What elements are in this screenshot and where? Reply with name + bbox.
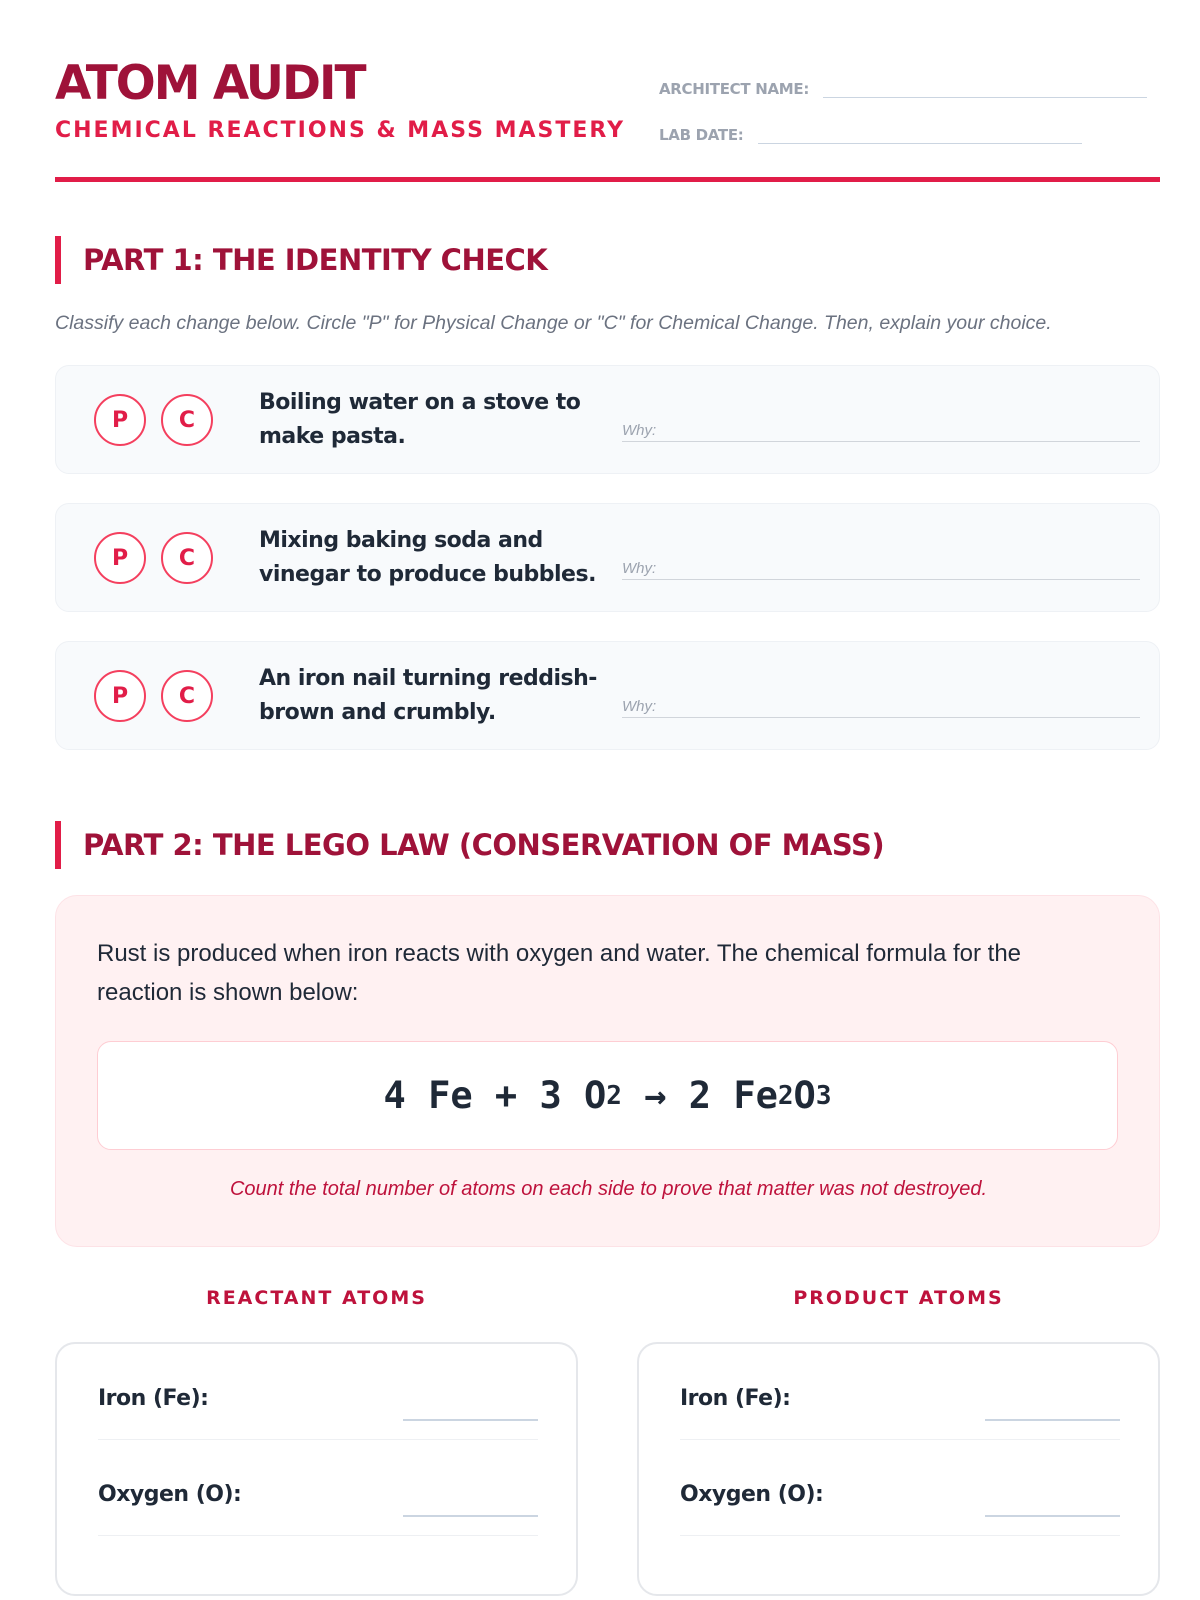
part2-heading [55,821,884,869]
atom-label: Iron (Fe): [98,1386,209,1411]
architect-name-row [659,74,1147,98]
part2-heading-text: PART 2: THE LEGO LAW (CONSERVATION OF MASS) [83,828,885,862]
atom-label: Oxygen (O): [680,1482,824,1507]
equation-oxygen: O [793,1074,816,1117]
iron-count-field[interactable] [403,1419,538,1421]
page-title: ATOM AUDIT [55,56,365,111]
product-atoms-card [637,1342,1160,1596]
chemical-choice[interactable]: C [161,394,213,446]
change-card-3 [55,641,1160,750]
part1-heading-text: PART 1: THE IDENTITY CHECK [83,243,548,277]
equation-arrow-product: → 2 Fe [621,1074,778,1117]
atom-row-oxygen [680,1440,1120,1536]
change-card-1 [55,365,1160,474]
why-answer-field[interactable]: Why: [622,560,1140,580]
iron-count-field[interactable] [985,1419,1120,1421]
atom-row-iron [98,1344,538,1440]
atom-row-iron [680,1344,1120,1440]
oxygen-count-field[interactable] [403,1515,538,1517]
reactant-atoms-label: REACTANT ATOMS [206,1287,427,1309]
part1-instructions: Classify each change below. Circle "P" for Physical Change or "C" for Chemical Change. Then, explain your choice. [55,312,1052,334]
equation-subscript: 3 [815,1080,832,1111]
physical-choice[interactable]: P [94,670,146,722]
worksheet-page [55,0,1160,1600]
change-description: Boiling water on a stove to make pasta. [259,390,581,449]
change-description: An iron nail turning reddish-brown and crumbly. [259,666,597,725]
architect-name-label: ARCHITECT NAME: [659,80,810,98]
oxygen-count-field[interactable] [985,1515,1120,1517]
change-card-2 [55,503,1160,612]
chemical-choice[interactable]: C [161,670,213,722]
chemical-choice[interactable]: C [161,532,213,584]
why-answer-field[interactable]: Why: [622,422,1140,442]
change-description: Mixing baking soda and vinegar to produce bubbles. [259,528,596,587]
physical-choice[interactable]: P [94,394,146,446]
product-atoms-label: PRODUCT ATOMS [793,1287,1004,1309]
part1-heading [55,236,547,284]
page-subtitle: CHEMICAL REACTIONS & MASS MASTERY [55,118,626,143]
atom-label: Iron (Fe): [680,1386,791,1411]
rust-note: Count the total number of atoms on each side to prove that matter was not destroyed. [229,1178,988,1200]
chemical-equation [97,1041,1118,1150]
atom-row-oxygen [98,1440,538,1536]
equation-reactants: 4 Fe + 3 O [383,1074,607,1117]
lab-date-field[interactable] [758,120,1082,144]
lab-date-row [659,120,1082,144]
rust-reaction-box [55,895,1160,1247]
equation-subscript: 2 [777,1080,794,1111]
rust-intro: Rust is produced when iron reacts with oxygen and water. The chemical formula for the reaction is shown below: [97,940,1022,1006]
lab-date-label: LAB DATE: [659,126,744,144]
equation-subscript: 2 [606,1080,622,1111]
reactant-atoms-card [55,1342,578,1596]
atom-label: Oxygen (O): [98,1482,242,1507]
why-answer-field[interactable]: Why: [622,698,1140,718]
architect-name-field[interactable] [823,74,1147,98]
physical-choice[interactable]: P [94,532,146,584]
header [55,56,1160,182]
